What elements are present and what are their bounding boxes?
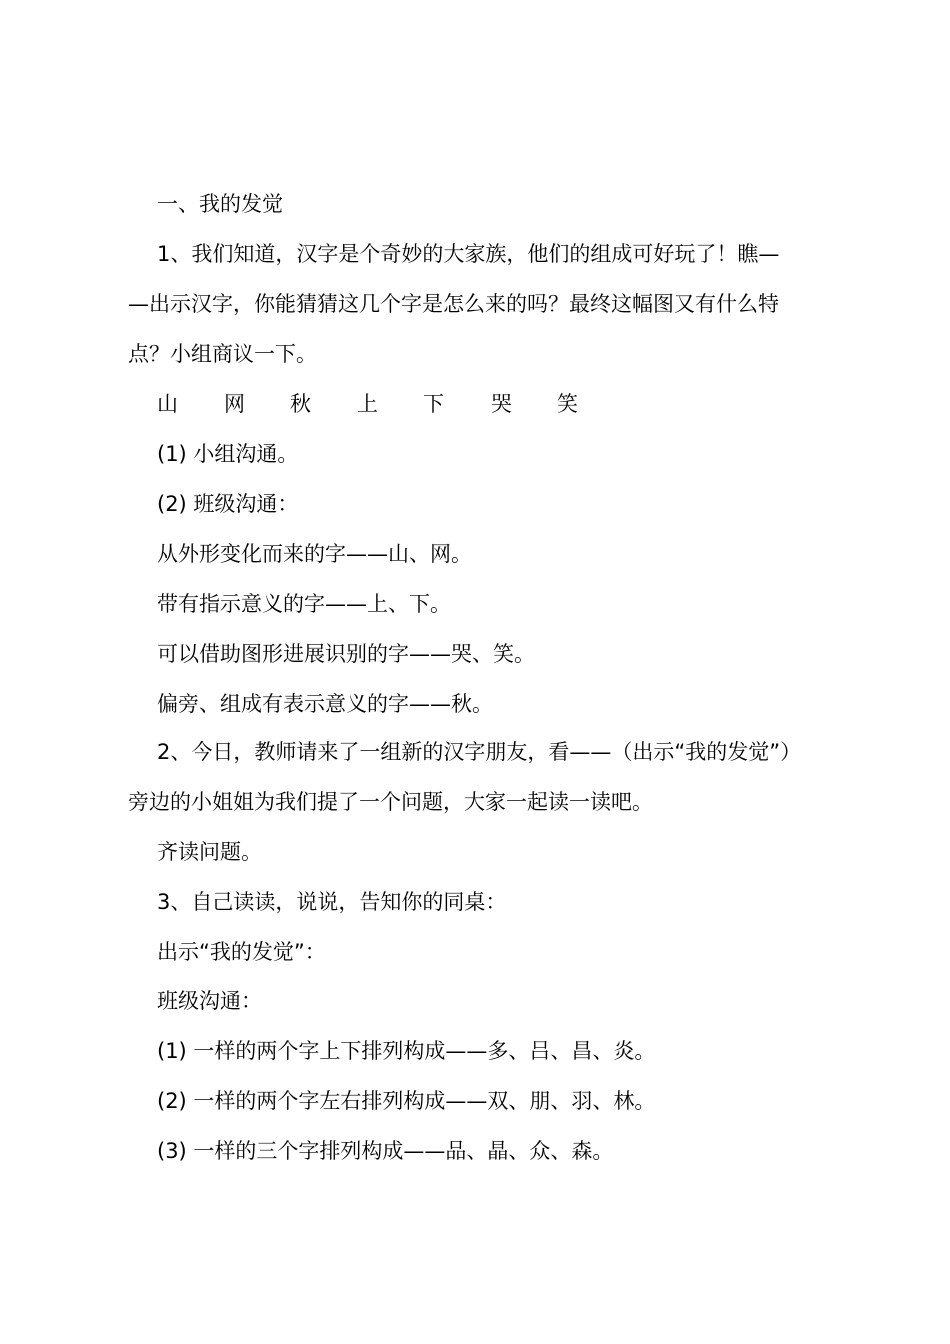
finding-item: 可以借助图形进展识别的字——哭、笑。 (157, 642, 535, 666)
character-item: 笑 (557, 392, 578, 416)
character-item: 秋 (290, 392, 311, 416)
paragraph-1-line-3: 点？小组商议一下。 (128, 342, 317, 366)
finding-item: 从外形变化而来的字——山、网。 (157, 542, 472, 566)
character-item: 下 (423, 392, 444, 416)
paragraph-2-line-2: 旁边的小姐姐为我们提了一个问题，大家一起读一读吧。 (128, 790, 653, 814)
read-together: 齐读问题。 (157, 840, 262, 864)
character-item: 山 (157, 392, 178, 416)
result-item: (1) 一样的两个字上下排列构成——多、吕、昌、炎。 (157, 1039, 656, 1063)
class-communication-2: 班级沟通： (157, 989, 262, 1013)
character-list (157, 389, 617, 419)
paragraph-1-line-2: —出示汉字，你能猜猜这几个字是怎么来的吗？最终这幅图又有什么特 (128, 292, 779, 316)
paragraph-2-line-1: 2、今日，教师请来了一组新的汉字朋友，看——（出示“我的发觉”） (157, 740, 802, 764)
finding-item: 偏旁、组成有表示意义的字——秋。 (157, 692, 493, 716)
result-item: (2) 一样的两个字左右排列构成——双、朋、羽、林。 (157, 1089, 656, 1113)
finding-item: 带有指示意义的字——上、下。 (157, 592, 451, 616)
result-item: (3) 一样的三个字排列构成——品、晶、众、森。 (157, 1139, 614, 1163)
paragraph-1-line-1: 1、我们知道，汉字是个奇妙的大家族，他们的组成可好玩了！瞧— (157, 242, 780, 266)
character-item: 网 (224, 392, 245, 416)
paragraph-3: 3、自己读读，说说，告知你的同桌： (157, 890, 507, 914)
show-discovery: 出示“我的发觉”： (157, 940, 326, 964)
character-item: 上 (357, 392, 378, 416)
class-communication: (2) 班级沟通： (157, 492, 299, 516)
section-heading: 一、我的发觉 (157, 192, 283, 216)
character-item: 哭 (491, 392, 512, 416)
group-communication: (1) 小组沟通。 (157, 442, 299, 466)
